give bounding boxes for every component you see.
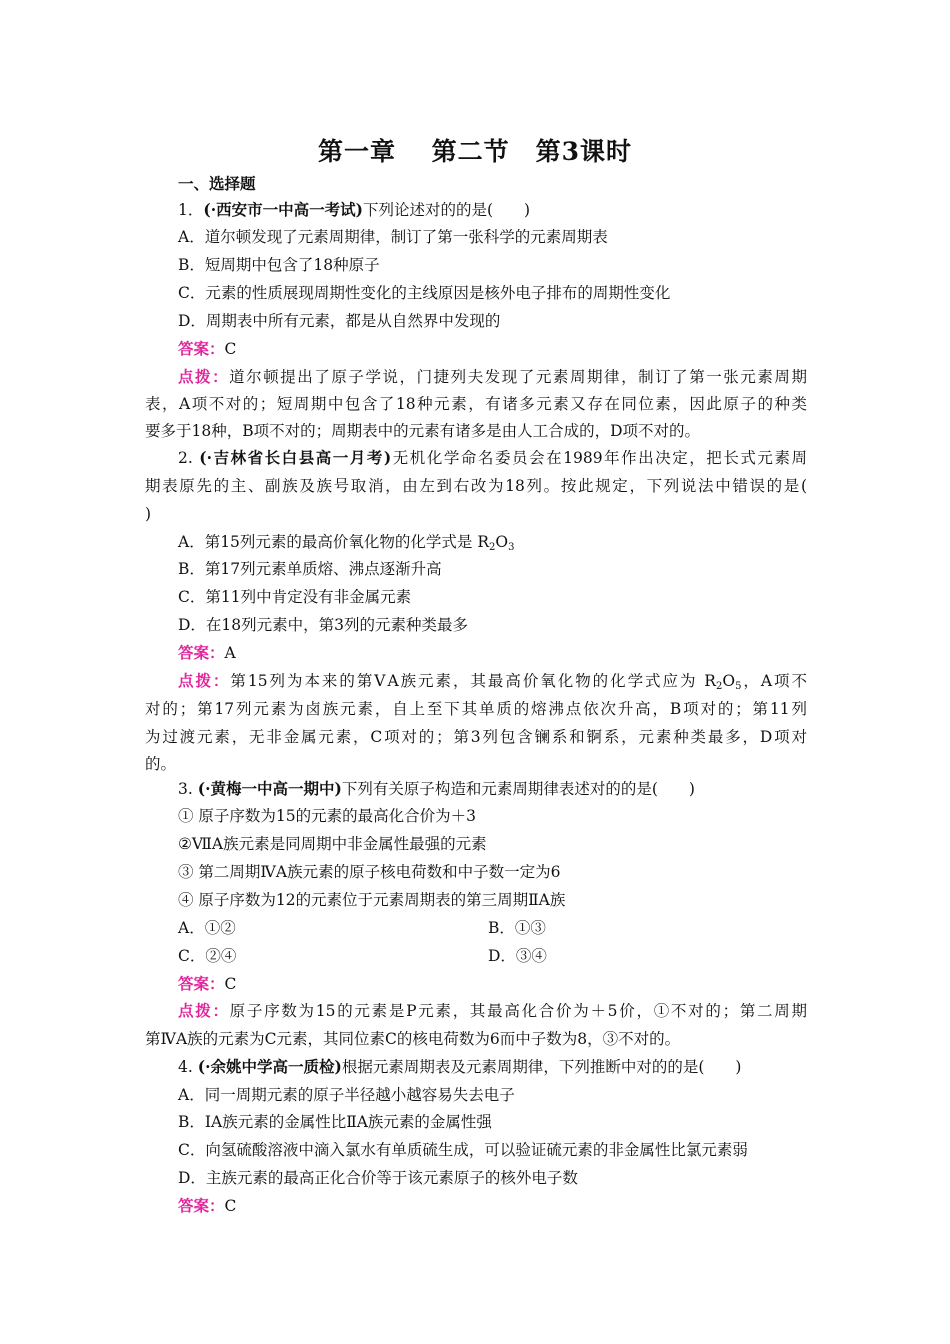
hint-line-1 bbox=[178, 671, 807, 691]
answer-line bbox=[178, 1196, 236, 1216]
hint-label: 点拨： bbox=[178, 367, 230, 386]
answer-label: 答案： bbox=[178, 974, 225, 993]
question-text: 下列论述对的的是( ) bbox=[362, 201, 531, 219]
option-d: D．③④ bbox=[488, 947, 547, 965]
option-d: D．主族元素的最高正化合价等于该元素原子的核外电子数 bbox=[178, 1169, 578, 1187]
hint-line-3: 要多于18种，B项不对的；周期表中的元素有诸多是由人工合成的，D项不对的。 bbox=[145, 422, 701, 440]
option-a: A．道尔顿发现了元素周期律，制订了第一张科学的元素周期表 bbox=[178, 228, 608, 246]
subscript: 5 bbox=[735, 681, 742, 691]
option-b: B．第17列元素单质熔、沸点逐渐升高 bbox=[178, 560, 442, 578]
question-number: 4. bbox=[178, 1058, 193, 1076]
option-d: D．在18列元素中，第3列的元素种类最多 bbox=[178, 616, 469, 634]
hint-text: ，A项不 bbox=[741, 672, 807, 690]
hint-line-1 bbox=[178, 1001, 807, 1021]
answer-label: 答案： bbox=[178, 339, 225, 358]
question-text: 根据元素周期表及元素周期律，下列推断中对的的是( ) bbox=[341, 1058, 742, 1076]
hint-line-4: 的。 bbox=[145, 755, 177, 773]
question-1-stem bbox=[178, 200, 530, 220]
answer-value: C bbox=[224, 975, 237, 993]
option-text: O bbox=[495, 533, 509, 551]
hint-line-2: 对的；第17列元素为卤族元素，自上至下其单质的熔沸点依次升高，B项对的；第11列 bbox=[145, 700, 807, 718]
answer-label: 答案： bbox=[178, 643, 225, 662]
question-text-line-2: 期表原先的主、副族及族号取消，由左到右改为18列。按此规定，下列说法中错误的是( bbox=[145, 477, 807, 495]
option-c: C．向氢硫酸溶液中滴入氯水有单质硫生成，可以验证硫元素的非金属性比氯元素弱 bbox=[178, 1141, 748, 1159]
question-source: (·吉林省长白县高一月考) bbox=[199, 448, 392, 467]
answer-value: A bbox=[224, 644, 236, 662]
hint-line-2: 第ⅣA族的元素为C元素，其同位素C的核电荷数为6而中子数为8，③不对的。 bbox=[145, 1030, 681, 1048]
question-2-stem bbox=[178, 448, 807, 468]
option-c: C．元素的性质展现周期性变化的主线原因是核外电子排布的周期性变化 bbox=[178, 284, 671, 302]
hint-label: 点拨： bbox=[178, 1001, 230, 1020]
answer-label: 答案： bbox=[178, 1196, 225, 1215]
question-text: 下列有关原子构造和元素周期律表述对的的是( ) bbox=[341, 780, 695, 798]
hint-text: 道尔顿提出了原子学说，门捷列夫发现了元素周期律，制订了第一张元素周期 bbox=[229, 368, 807, 386]
option-b: B．①③ bbox=[488, 919, 546, 937]
answer-line bbox=[178, 974, 236, 994]
option-a bbox=[178, 532, 514, 552]
question-4-stem bbox=[178, 1057, 741, 1077]
hint-label: 点拨： bbox=[178, 671, 231, 690]
option-d: D．周期表中所有元素，都是从自然界中发现的 bbox=[178, 312, 501, 330]
section-heading: 一、选择题 bbox=[178, 174, 256, 193]
option-text: A．第15列元素的最高价氧化物的化学式是 R bbox=[178, 533, 490, 551]
option-b: B．ⅠA族元素的金属性比ⅡA族元素的金属性强 bbox=[178, 1113, 492, 1131]
answer-line bbox=[178, 643, 236, 663]
answer-value: C bbox=[224, 1197, 237, 1215]
statement-1: ① 原子序数为15的元素的最高化合价为＋3 bbox=[178, 807, 477, 825]
hint-text: O bbox=[722, 672, 736, 690]
hint-line-3: 为过渡元素，无非金属元素，C项对的；第3列包含镧系和锕系，元素种类最多，D项对 bbox=[145, 728, 807, 746]
answer-value: C bbox=[224, 340, 237, 358]
option-a: A．①② bbox=[178, 919, 236, 937]
question-number: 2. bbox=[178, 449, 193, 467]
question-number: 3. bbox=[178, 780, 193, 798]
subscript: 3 bbox=[508, 542, 515, 553]
question-source: (·余姚中学高一质检) bbox=[197, 1057, 342, 1076]
option-a: A．同一周期元素的原子半径越小越容易失去电子 bbox=[178, 1086, 515, 1104]
question-number: 1． bbox=[178, 201, 204, 219]
question-source: (·黄梅一中高一期中) bbox=[197, 779, 342, 798]
subscript: 2 bbox=[715, 681, 723, 691]
subscript: 2 bbox=[489, 542, 496, 553]
option-c: C．第11列中肯定没有非金属元素 bbox=[178, 588, 412, 606]
hint-text: 原子序数为15的元素是P元素，其最高化合价为＋5价，①不对的；第二周期 bbox=[229, 1002, 807, 1020]
question-text-line-3: ) bbox=[145, 505, 152, 523]
option-c: C．②④ bbox=[178, 947, 237, 965]
hint-line-2: 表，A项不对的；短周期中包含了18种元素，有诸多元素又存在同位素，因此原子的种类 bbox=[145, 395, 807, 413]
option-b: B．短周期中包含了18种原子 bbox=[178, 256, 380, 274]
page-title: 第一章 第二节 第3课时 bbox=[317, 137, 633, 166]
question-text: 无机化学命名委员会在1989年作出决定，把长式元素周 bbox=[391, 449, 807, 467]
question-source: (·西安市一中高一考试) bbox=[203, 200, 363, 219]
hint-line-1 bbox=[178, 367, 807, 387]
hint-text: 第15列为本来的第ⅤA族元素，其最高价氧化物的化学式应为 R bbox=[230, 672, 716, 690]
statement-3: ③ 第二周期ⅣA族元素的原子核电荷数和中子数一定为6 bbox=[178, 863, 561, 881]
question-3-stem bbox=[178, 779, 695, 799]
statement-2: ②ⅦA族元素是同周期中非金属性最强的元素 bbox=[178, 835, 487, 853]
answer-line bbox=[178, 339, 236, 359]
statement-4: ④ 原子序数为12的元素位于元素周期表的第三周期ⅡA族 bbox=[178, 891, 566, 909]
